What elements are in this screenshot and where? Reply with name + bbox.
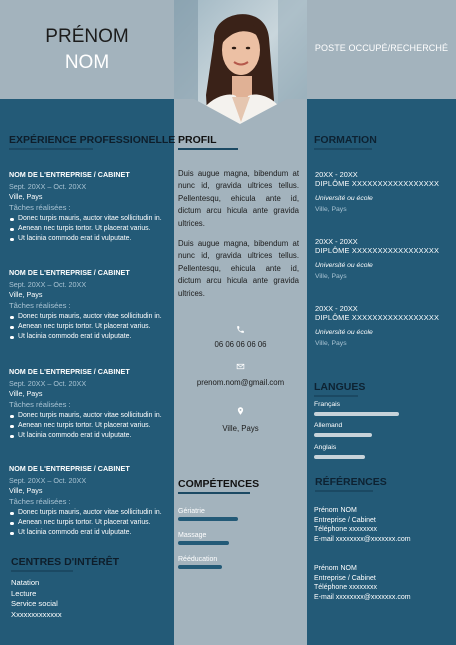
education-diploma: DIPLÔME XXXXXXXXXXXXXXXXX [315, 179, 440, 188]
interest-item: Lecture [11, 588, 37, 598]
education-item [315, 304, 455, 347]
company-name: NOM DE L'ENTREPRISE / CABINET [9, 367, 130, 376]
references-underline [315, 490, 373, 492]
language-label: Anglais [314, 444, 337, 451]
interest-item: Xxxxxxxxxxxxx [11, 609, 62, 619]
job-city: Ville, Pays [9, 486, 43, 495]
interests-title: CENTRES D'INTÉRÊT [11, 556, 120, 568]
language-label: Allemand [314, 422, 343, 429]
skill-label: Gériatrie [178, 508, 205, 515]
profile-title: PROFIL [178, 134, 217, 146]
task-list [9, 312, 171, 342]
skill-label: Massage [178, 532, 207, 539]
reference-phone: Téléphone xxxxxxxx [314, 584, 378, 592]
phone-number: 06 06 06 06 06 [214, 340, 267, 349]
languages-title: LANGUES [314, 381, 366, 393]
task-item: Donec turpis mauris, auctor vitae sollicitudin in. [9, 508, 171, 518]
education-item [315, 170, 455, 213]
task-item: Donec turpis mauris, auctor vitae sollicitudin in. [9, 411, 171, 421]
job-city: Ville, Pays [9, 192, 43, 201]
company-name: NOM DE L'ENTREPRISE / CABINET [9, 268, 130, 277]
task-list [9, 508, 171, 538]
references-title: RÉFÉRENCES [315, 476, 387, 488]
experience-item [9, 170, 171, 244]
profile-paragraph: Duis augue magna, bibendum at nunc id, gravida ultrices tellus. Pellentesqu, ehicula ante id, dictum arcu hicula ante gravida ultrices. [178, 239, 299, 298]
reference-item [314, 564, 454, 602]
job-dates: Sept. 20XX – Oct. 20XX [9, 280, 87, 289]
education-years: 20XX - 20XX [315, 304, 358, 313]
interests-underline [11, 570, 73, 572]
job-city: Ville, Pays [9, 389, 43, 398]
task-item: Aenean nec turpis tortor. Ut placerat varius. [9, 421, 171, 431]
experience-item [9, 268, 171, 342]
task-list [9, 411, 171, 441]
task-item: Ut lacinia commodo erat id vulputate. [9, 528, 171, 538]
reference-company: Entreprise / Cabinet [314, 574, 376, 582]
company-name: NOM DE L'ENTREPRISE / CABINET [9, 464, 130, 473]
location-pin-icon [236, 406, 245, 416]
job-dates: Sept. 20XX – Oct. 20XX [9, 476, 87, 485]
task-item: Aenean nec turpis tortor. Ut placerat varius. [9, 224, 171, 234]
education-diploma: DIPLÔME XXXXXXXXXXXXXXXXX [315, 246, 440, 255]
skill-label: Rééducation [178, 556, 218, 563]
education-diploma: DIPLÔME XXXXXXXXXXXXXXXXX [315, 313, 440, 322]
tasks-label: Tâches réalisées : [9, 497, 71, 506]
task-item: Donec turpis mauris, auctor vitae sollicitudin in. [9, 214, 171, 224]
experience-title: EXPÉRIENCE PROFESSIONELLE [9, 134, 176, 146]
name-box [0, 0, 174, 99]
reference-name: Prénom NOM [314, 565, 357, 572]
job-city: Ville, Pays [9, 290, 43, 299]
education-years: 20XX - 20XX [315, 170, 358, 179]
education-city: Ville, Pays [315, 340, 347, 347]
first-name: PRÉNOM [45, 26, 129, 47]
task-item: Aenean nec turpis tortor. Ut placerat varius. [9, 322, 171, 332]
language-level-bar [314, 433, 372, 437]
education-underline [314, 148, 372, 150]
reference-email[interactable]: E-mail xxxxxxxx@xxxxxxx.com [314, 593, 411, 601]
language-level-bar [314, 455, 365, 459]
education-school: Université ou école [315, 195, 373, 202]
task-item: Donec turpis mauris, auctor vitae sollicitudin in. [9, 312, 171, 322]
reference-company: Entreprise / Cabinet [314, 516, 376, 524]
education-years: 20XX - 20XX [315, 237, 358, 246]
tasks-label: Tâches réalisées : [9, 301, 71, 310]
job-dates: Sept. 20XX – Oct. 20XX [9, 182, 87, 191]
reference-item [314, 506, 454, 544]
skill-level-bar [178, 541, 229, 545]
profile-underline [178, 148, 238, 150]
education-title: FORMATION [314, 134, 377, 146]
location: Ville, Pays [222, 424, 259, 433]
experience-item [9, 367, 171, 441]
language-label: Français [314, 401, 341, 408]
phone-icon [236, 325, 245, 334]
profile-paragraph: Duis augue magna, bibendum at nunc id, gravida ultrices tellus. Pellentesqu, ehicula ante id, dictum arcu hicula ante gravida ultrices. [178, 169, 299, 228]
task-item: Aenean nec turpis tortor. Ut placerat varius. [9, 518, 171, 528]
email-address[interactable]: prenom.nom@gmail.com [196, 378, 285, 387]
position-title: POSTE OCCUPÉ/RECHERCHÉ [314, 43, 449, 53]
education-city: Ville, Pays [315, 206, 347, 213]
skill-level-bar [178, 517, 238, 521]
experience-item [9, 464, 171, 538]
job-dates: Sept. 20XX – Oct. 20XX [9, 379, 87, 388]
last-name: NOM [64, 52, 110, 73]
task-list [9, 214, 171, 244]
task-item: Ut lacinia commodo erat id vulputate. [9, 234, 171, 244]
tasks-label: Tâches réalisées : [9, 400, 71, 409]
languages-underline [314, 395, 358, 397]
mail-icon [236, 362, 245, 371]
reference-name: Prénom NOM [314, 507, 357, 514]
experience-underline [9, 148, 93, 150]
reference-phone: Téléphone xxxxxxxx [314, 526, 378, 534]
education-school: Université ou école [315, 262, 373, 269]
skills-title: COMPÉTENCES [178, 478, 260, 490]
interest-item: Service social [11, 599, 58, 609]
language-level-bar [314, 412, 399, 416]
education-item [315, 237, 455, 280]
reference-email[interactable]: E-mail xxxxxxxx@xxxxxxx.com [314, 535, 411, 543]
position-box [307, 0, 456, 99]
interests-list [11, 578, 62, 620]
interest-item: Natation [11, 578, 40, 587]
education-city: Ville, Pays [315, 273, 347, 280]
skill-level-bar [178, 565, 222, 569]
company-name: NOM DE L'ENTREPRISE / CABINET [9, 170, 130, 179]
skills-underline [178, 492, 250, 494]
task-item: Ut lacinia commodo erat id vulputate. [9, 431, 171, 441]
task-item: Ut lacinia commodo erat id vulputate. [9, 332, 171, 342]
tasks-label: Tâches réalisées : [9, 203, 71, 212]
education-school: Université ou école [315, 329, 373, 336]
